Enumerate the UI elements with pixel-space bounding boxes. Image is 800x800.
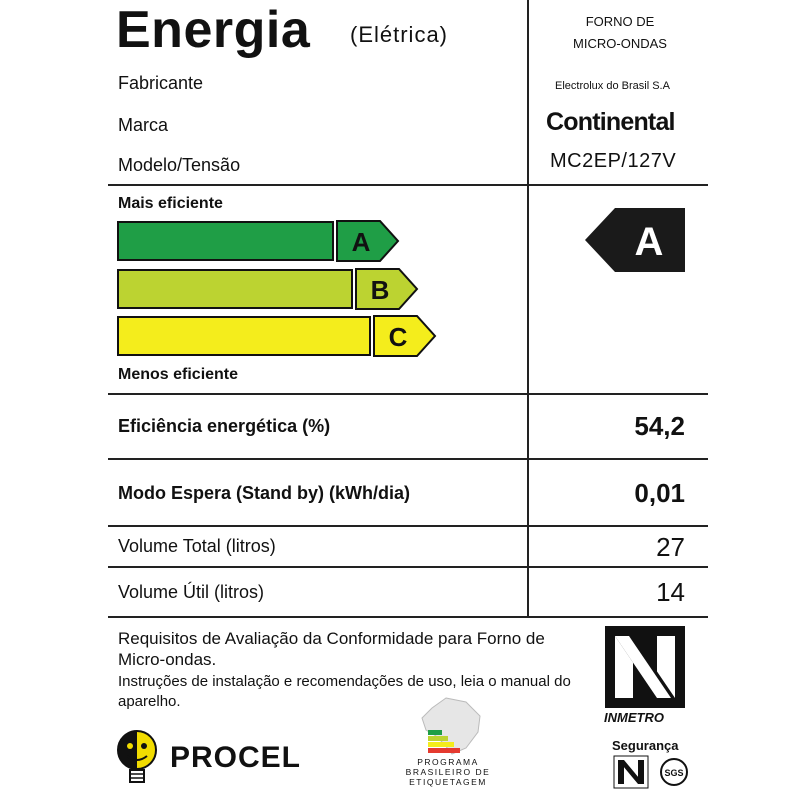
pbe-line3: ETIQUETAGEM [409,777,487,787]
row-value-volume-util: 14 [656,577,685,607]
seguranca-icons [612,754,692,790]
scale-bottom-label: Menos eficiente [118,366,239,383]
procel-label: PROCEL [170,741,302,774]
scale-arrow-c [373,315,438,357]
instructions-text: Instruções de instalação e recomendações de uso, leia o manual do aparelho. [118,673,571,710]
divider-line [108,393,708,395]
seguranca-label: Segurança [612,738,679,753]
row-value-efficiency: 54,2 [634,411,685,441]
scale-letter-a: A [351,227,371,257]
scale-bar-b [117,269,353,309]
row-label-efficiency: Eficiência energética (%) [118,416,331,436]
rating-indicator [585,208,685,272]
row-value-standby: 0,01 [634,478,685,508]
divider-line [108,566,708,568]
row-label-volume-util: Volume Útil (litros) [118,582,265,602]
modelo-label: Modelo/Tensão [118,155,241,175]
fabricante-value: Electrolux do Brasil S.A [555,80,670,92]
row-label-volume-total: Volume Total (litros) [118,536,276,556]
inmetro-label: INMETRO [604,710,664,725]
scale-bar-a [117,221,334,261]
divider-line [108,616,708,618]
scale-letter-c: C [388,322,408,352]
pbe-text [393,757,503,787]
label-title: Energia [116,1,311,59]
scale-arrow-a [336,220,401,262]
row-value-volume-total: 27 [656,532,685,562]
scale-arrow-b [355,268,420,310]
inmetro-logo-icon [605,626,685,708]
scale-top-label: Mais eficiente [118,195,223,212]
label-subtitle: (Elétrica) [350,22,449,47]
rating-letter: A [634,220,664,264]
modelo-value: MC2EP/127V [550,150,677,172]
pbe-brazil-map-icon [418,696,486,756]
scale-letter-b: B [370,275,390,305]
marca-label: Marca [118,115,169,135]
pbe-line1: PROGRAMA [417,757,479,767]
row-label-standby: Modo Espera (Stand by) (kWh/dia) [118,483,411,503]
scale-bar-c [117,316,371,356]
fabricante-label: Fabricante [118,73,204,93]
product-type-line1: FORNO DE [585,14,655,29]
divider-line [108,525,708,527]
product-type-line2: MICRO-ONDAS [573,36,667,51]
brand-logo: Continental [546,108,675,136]
requirements-text: Requisitos de Avaliação da Conformidade para Forno de Micro-ondas. [118,629,545,669]
procel-lightbulb-icon [114,730,160,788]
divider-line [108,184,708,186]
divider-line [108,458,708,460]
pbe-line2: BRASILEIRO DE [405,767,491,777]
sgs-label: SGS [664,768,684,778]
